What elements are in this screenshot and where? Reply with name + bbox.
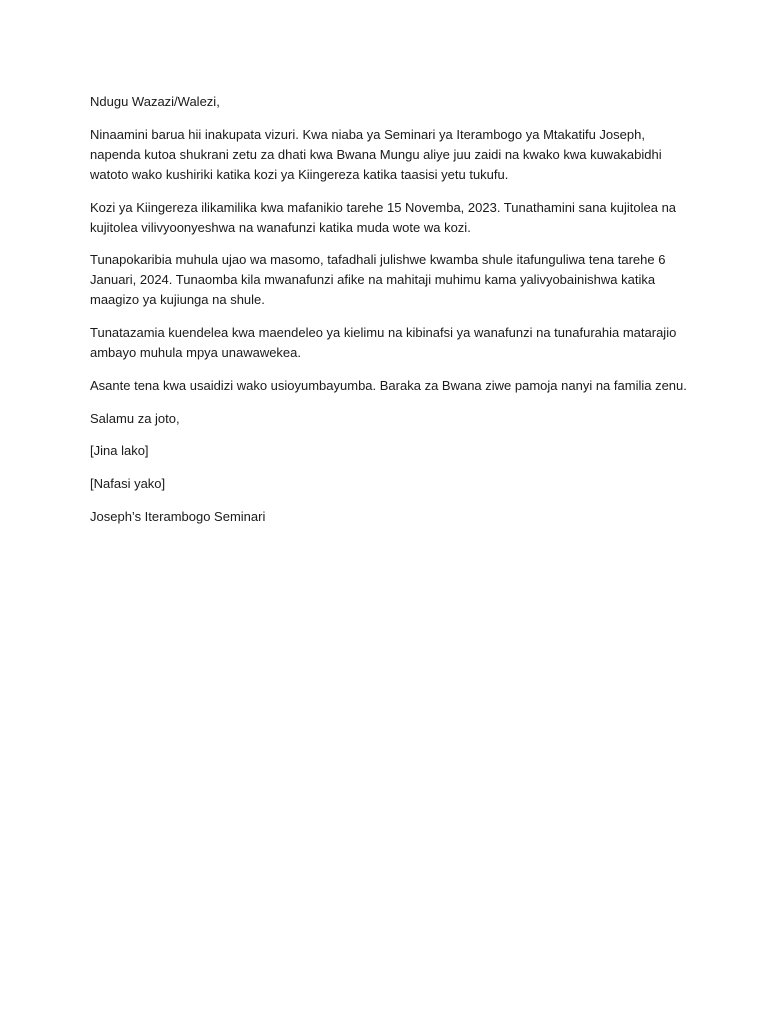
- paragraph-1-line-3: watoto wako kushiriki katika kozi ya Kiingereza katika taasisi yetu tukufu.: [90, 167, 509, 182]
- signature-name: [Jina lako]: [90, 443, 149, 458]
- paragraph-5: Asante tena kwa usaidizi wako usioyumbayumba. Baraka za Bwana ziwe pamoja nanyi na familia zenu.: [90, 378, 687, 393]
- paragraph-1-line-2: napenda kutoa shukrani zetu za dhati kwa Bwana Mungu aliye juu zaidi na kwako kwa kuwakabidhi: [90, 147, 662, 162]
- signature-institution: Joseph’s Iterambogo Seminari: [90, 509, 266, 524]
- salutation: Ndugu Wazazi/Walezi,: [90, 94, 220, 109]
- paragraph-3-line-2: Januari, 2024. Tunaomba kila mwanafunzi afike na mahitaji muhimu kama yalivyobainishwa katika: [90, 272, 656, 287]
- closing: Salamu za joto,: [90, 411, 180, 426]
- paragraph-3-line-3: maagizo ya kujiunga na shule.: [90, 292, 265, 307]
- paragraph-2-line-1: Kozi ya Kiingereza ilikamilika kwa mafanikio tarehe 15 Novemba, 2023. Tunathamini sana kujitolea na: [90, 200, 677, 215]
- signature-position: [Nafasi yako]: [90, 476, 166, 491]
- paragraph-4-line-1: Tunatazamia kuendelea kwa maendeleo ya kielimu na kibinafsi ya wanafunzi na tunafurahia matarajio: [90, 325, 677, 340]
- paragraph-1-line-1: Ninaamini barua hii inakupata vizuri. Kwa niaba ya Seminari ya Iterambogo ya Mtakatifu Joseph,: [90, 127, 645, 142]
- paragraph-3-line-1: Tunapokaribia muhula ujao wa masomo, tafadhali julishwe kwamba shule itafunguliwa tena tarehe 6: [90, 252, 666, 267]
- paragraph-4-line-2: ambayo muhula mpya unawawekea.: [90, 345, 302, 360]
- paragraph-2-line-2: kujitolea vilivyoonyeshwa na wanafunzi katika muda wote wa kozi.: [90, 220, 471, 235]
